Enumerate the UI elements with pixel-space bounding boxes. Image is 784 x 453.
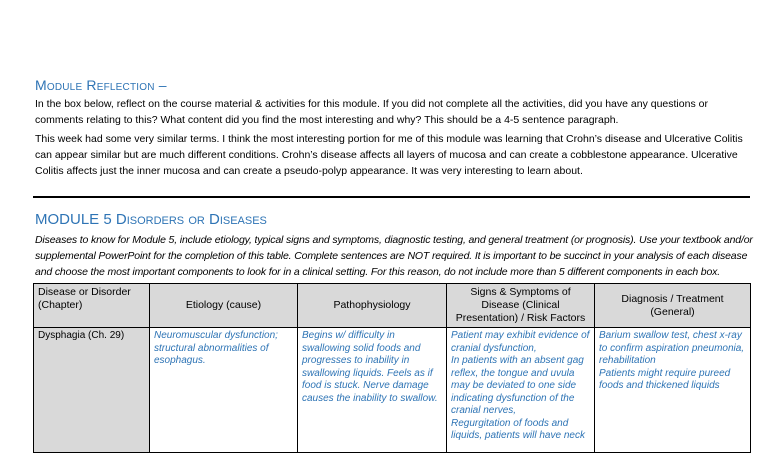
reflection-prompt: In the box below, reflect on the course material & activities for this module. If you did not complete all the activities, did you have any questions or comments relating to this? What content did you find the most interesting and why? This should be a 4-5 sentence paragraph. — [35, 98, 708, 126]
cell-signs-symptoms[interactable] — [447, 328, 595, 453]
section-divider — [33, 196, 750, 198]
header-disease: Disease or Disorder (Chapter) — [34, 284, 150, 328]
disorders-instructions: Diseases to know for Module 5, include etiology, typical signs and symptoms, diagnostic testing, and general treatment (or prognosis). Use your textbook and/or supplemental PowerPoint for the completion of this table. Complete sentences are NOT required. It is important to be succinct in your analysis of each disease and choose the most important components to look for in a clinical setting. For this reason, do not include more than 5 different components in each box. — [35, 234, 753, 278]
header-signs-symptoms: Signs & Symptoms of Disease (Clinical Presentation) / Risk Factors — [447, 284, 595, 328]
table-row — [34, 328, 751, 453]
cell-pathophysiology[interactable]: Begins w/ difficulty in swallowing solid foods and progresses to inability in swallowing liquids. Feels as if food is stuck. Nerve damage causes the inability to swallow. — [298, 328, 447, 453]
signs-line: In patients with an absent gag reflex, the tongue and uvula may be deviated to one side indicating dysfunction of the cranial nerves, — [451, 355, 584, 416]
signs-line: Patient may exhibit evidence of cranial dysfunction, — [451, 330, 590, 354]
diagnosis-line: Patients might require pureed foods and thickened liquids — [599, 367, 731, 391]
disorders-heading: MODULE 5 Disorders or Diseases — [35, 211, 267, 228]
diagnosis-line: Barium swallow test, chest x-ray to confirm aspiration pneumonia, rehabilitation — [599, 330, 745, 366]
table-header-row — [34, 284, 751, 328]
header-pathophysiology: Pathophysiology — [298, 284, 447, 328]
header-etiology: Etiology (cause) — [150, 284, 298, 328]
signs-line: Regurgitation of foods and liquids, patients will have neck — [451, 417, 585, 441]
header-diagnosis-treatment: Diagnosis / Treatment (General) — [595, 284, 751, 328]
disease-table — [33, 283, 751, 453]
cell-disease: Dysphagia (Ch. 29) — [34, 328, 150, 453]
cell-diagnosis-treatment[interactable] — [595, 328, 751, 453]
cell-etiology[interactable]: Neuromuscular dysfunction; structural abnormalities of esophagus. — [150, 328, 298, 453]
reflection-heading: Module Reflection – — [35, 77, 167, 93]
reflection-answer: This week had some very similar terms. I think the most interesting portion for me of this module was learning that Crohn’s disease and Ulcerative Colitis can appear similar but are much different conditions. Crohn’s disease affects all layers of mucosa and can create a cobblestone appearance. Ulcerative Colitis affects just the inner mucosa and can create a pseudo-polyp appearance. It was very interesting to learn about. — [35, 133, 743, 177]
